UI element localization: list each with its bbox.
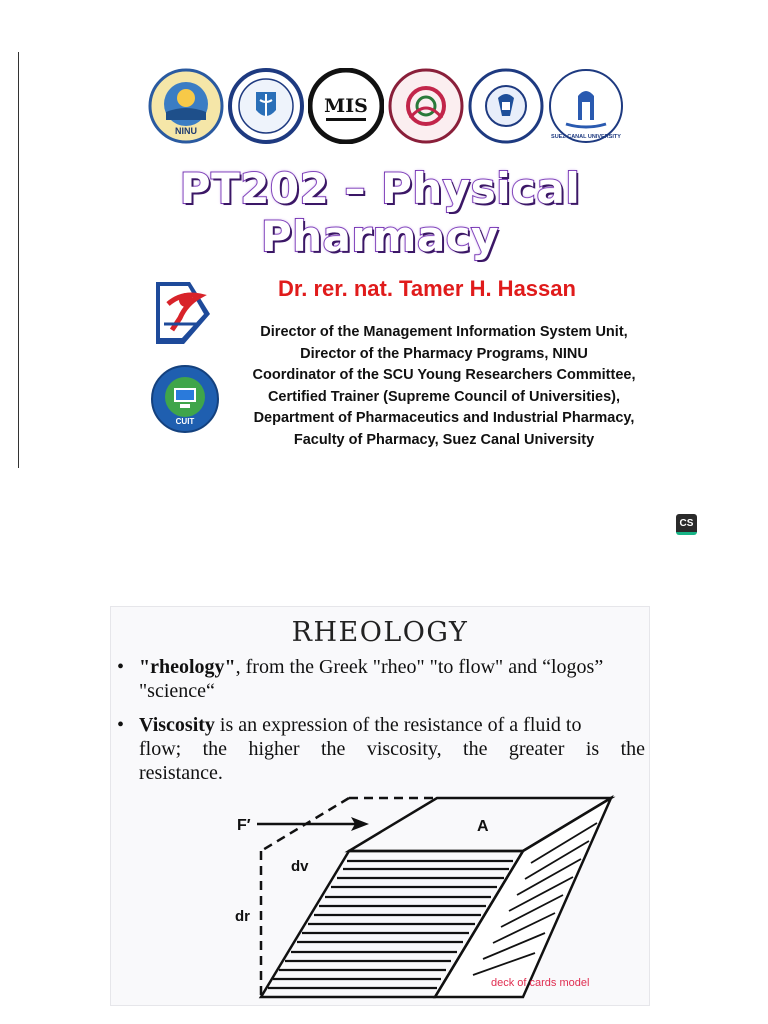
ninu-logo [148,68,224,144]
term-rheology: "rheology" [139,656,236,678]
ninu-logo-text: NINU [175,126,197,136]
label-force: F′ [237,817,251,834]
bullet1-line2: "science“ [139,680,215,702]
suez-logo-text: SUEZ CANAL UNIVERSITY [551,134,621,140]
label-dv: dv [291,858,309,875]
pharmacy-faculty-logo [228,68,304,144]
bullet2-line1: is an expression of the resistance of a fluid to [214,714,582,736]
logo-strip [148,68,632,148]
affiliation-line: Coordinator of the SCU Young Researchers Committee, [252,367,636,383]
mis-logo [308,68,384,144]
diagram-caption: deck of cards model [491,977,590,989]
affiliation-line: Faculty of Pharmacy, Suez Canal University [293,431,595,448]
bullet-rheology [115,655,645,703]
deck-of-cards-diagram [111,787,651,1007]
affiliation-line: Certified Trainer (Supreme Council of Universities), [267,388,621,405]
label-area: A [477,818,489,835]
course-title-line1: PT202 – Physical [179,164,581,213]
force-arrow [257,817,369,831]
rheology-slide [110,606,650,1006]
bullet2-line2: flow; the higher the viscosity, the greater is the [139,738,645,760]
young-researchers-logo [388,68,464,144]
bullet-dot: • [117,714,125,736]
left-margin-rule [18,52,19,468]
course-title-line2: Pharmacy [260,212,500,261]
affiliation-line: Department of Pharmaceutics and Industrial Pharmacy, [253,410,635,426]
author-name: Dr. rer. nat. Tamer H. Hassan [278,276,576,301]
term-viscosity: Viscosity [139,714,215,736]
affiliation-line: Director of the Pharmacy Programs, NINU [300,345,588,362]
cuit-logo [150,364,220,434]
slide-title: RHEOLOGY [291,617,469,648]
bullet-dot: • [117,656,125,678]
cuit-logo-text: CUIT [175,417,195,426]
camscanner-badge[interactable]: CS [676,514,697,535]
naqaae-logo [468,68,544,144]
bullet-viscosity [115,713,645,785]
affiliation-line: Director of the Management Information System Unit, [260,324,628,340]
bullet1-line1: , from the Greek "rheo" "to flow" and “logos” [235,656,604,678]
runner-logo [150,274,216,348]
mis-logo-text: MIS [324,95,368,117]
bullet2-line3: resistance. [139,762,223,784]
label-dr: dr [235,908,250,925]
suez-canal-university-logo [548,68,624,144]
author-affiliations [228,322,660,451]
